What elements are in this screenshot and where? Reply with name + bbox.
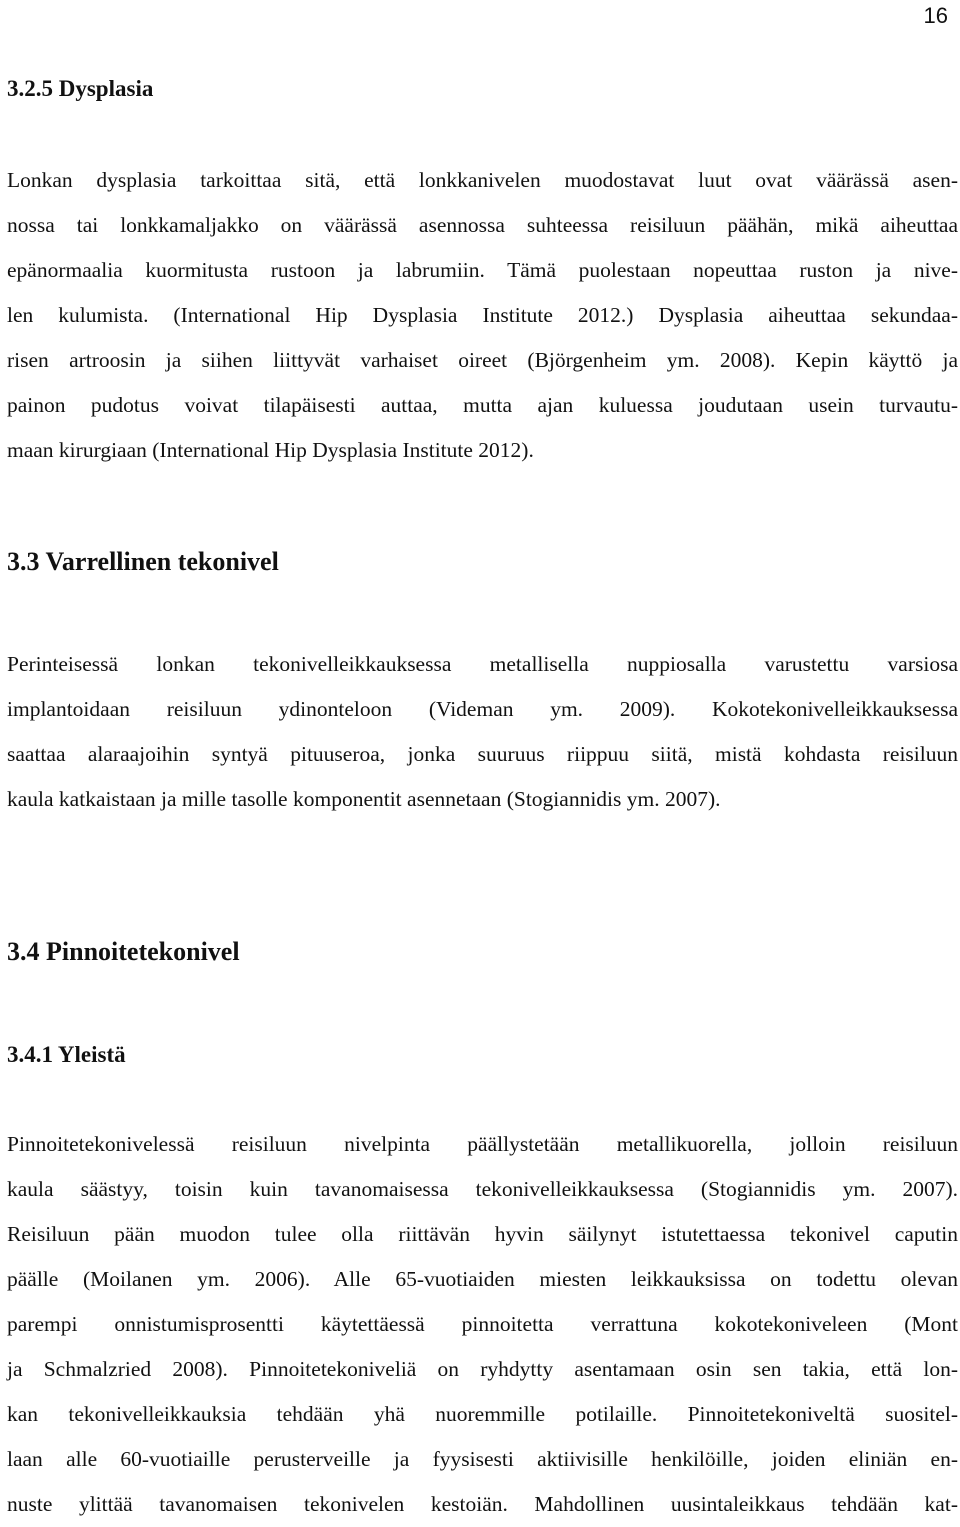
text-line: laan alle 60-vuotiaille perusterveille ja fyysisesti aktiivisille henkilöille, joiden eliniän en- — [7, 1447, 958, 1471]
paragraph-dysplasia — [7, 158, 958, 473]
page-number: 16 — [923, 3, 948, 28]
text-line: kan tekonivelleikkauksia tehdään yhä nuoremmille potilaille. Pinnoitetekoniveltä suositel- — [7, 1402, 958, 1426]
text-line: painon pudotus voivat tilapäisesti auttaa, mutta ajan kuluessa joudutaan usein turvautu- — [7, 393, 958, 417]
text-line: Pinnoitetekonivelessä reisiluun nivelpinta päällystetään metallikuorella, jolloin reisiluun — [7, 1132, 958, 1156]
text-line: Perinteisessä lonkan tekonivelleikkauksessa metallisella nuppiosalla varustettu varsiosa — [7, 652, 958, 676]
text-line: risen artroosin ja siihen liittyvät varhaiset oireet (Björgenheim ym. 2008). Kepin käyttö ja — [7, 348, 958, 372]
text-line: kaula katkaistaan ja mille tasolle komponentit asennetaan (Stogiannidis ym. 2007). — [7, 787, 721, 811]
text-line: implantoidaan reisiluun ydinonteloon (Videman ym. 2009). Kokotekonivelleikkauksessa — [7, 697, 958, 721]
paragraph-yleista — [7, 1122, 958, 1527]
section-heading-pinnoitetekonivel: 3.4 Pinnoitetekonivel — [7, 937, 240, 966]
text-line: saattaa alaraajoihin syntyä pituuseroa, jonka suuruus riippuu siitä, mistä kohdasta reisiluun — [7, 742, 958, 766]
text-line: Reisiluun pään muodon tulee olla riittävän hyvin säilynyt istutettaessa tekonivel caputin — [7, 1222, 958, 1246]
text-line: nuste ylittää tavanomaisen tekonivelen kestoiän. Mahdollinen uusintaleikkaus tehdään kat- — [7, 1492, 958, 1516]
section-heading-dysplasia: 3.2.5 Dysplasia — [7, 76, 154, 101]
text-line: päälle (Moilanen ym. 2006). Alle 65-vuotiaiden miesten leikkauksissa on todettu olevan — [7, 1267, 958, 1291]
text-line: nossa tai lonkkamaljakko on väärässä asennossa suhteessa reisiluun päähän, mikä aiheuttaa — [7, 213, 958, 237]
section-heading-yleista: 3.4.1 Yleistä — [7, 1042, 126, 1067]
text-line: epänormaalia kuormitusta rustoon ja labrumiin. Tämä puolestaan nopeuttaa ruston ja nive- — [7, 258, 958, 282]
section-heading-varrellinen-tekonivel: 3.3 Varrellinen tekonivel — [7, 547, 279, 576]
text-line: len kulumista. (International Hip Dysplasia Institute 2012.) Dysplasia aiheuttaa sekundaa- — [7, 303, 958, 327]
text-line: Lonkan dysplasia tarkoittaa sitä, että lonkkanivelen muodostavat luut ovat väärässä asen- — [7, 168, 958, 192]
text-line: ja Schmalzried 2008). Pinnoitetekoniveliä on ryhdytty asentamaan osin sen takia, että lon- — [7, 1357, 958, 1381]
paragraph-varrellinen-tekonivel — [7, 642, 958, 822]
text-line: maan kirurgiaan (International Hip Dysplasia Institute 2012). — [7, 438, 534, 462]
text-line: kaula säästyy, toisin kuin tavanomaisessa tekonivelleikkauksessa (Stogiannidis ym. 2007). — [7, 1177, 958, 1201]
text-line: parempi onnistumisprosentti käytettäessä pinnoitetta verrattuna kokotekoniveleen (Mont — [7, 1312, 958, 1336]
